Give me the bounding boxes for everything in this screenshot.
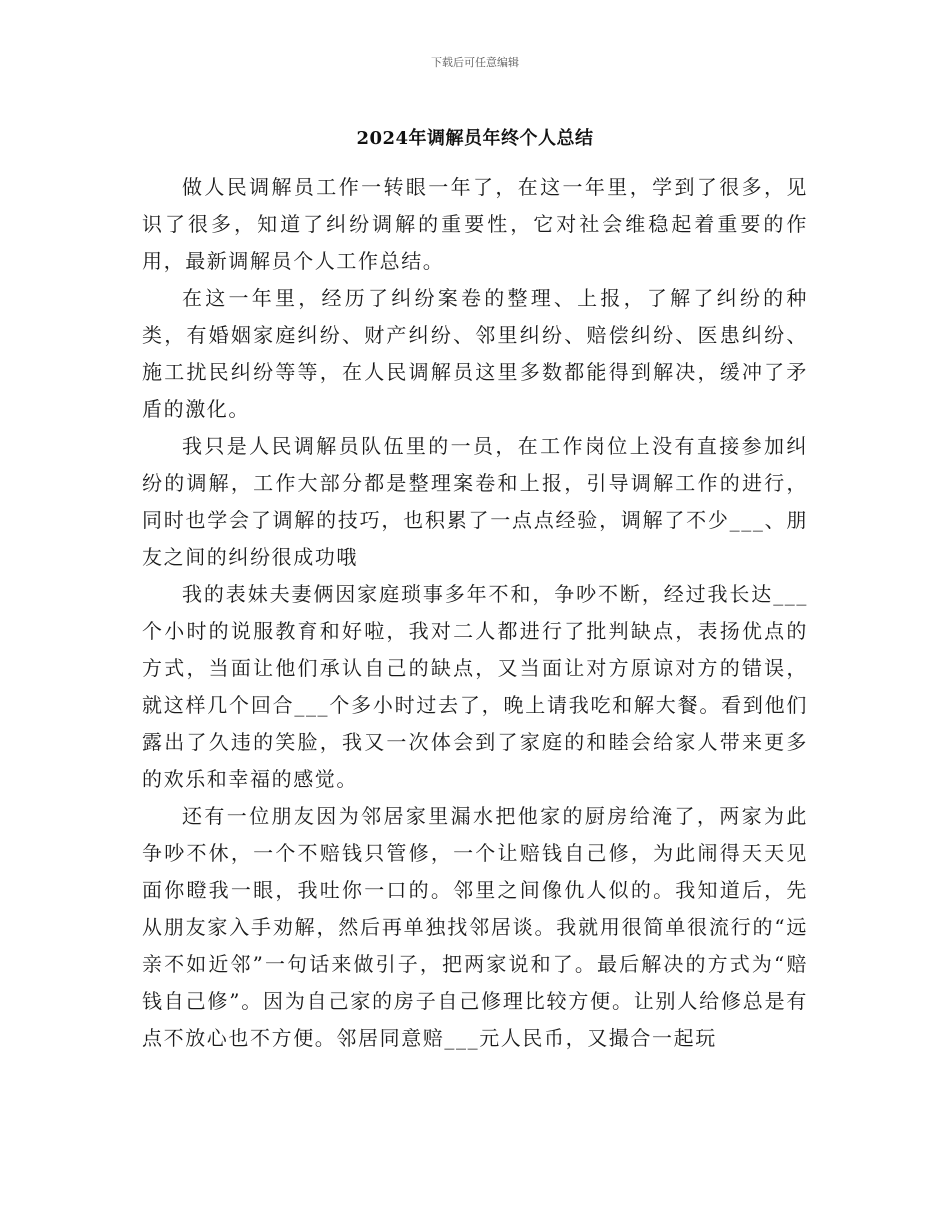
paragraph-4: 我的表妹夫妻俩因家庭琐事多年不和，争吵不断，经过我长达___个小时的说服教育和好啦，我对二人都进行了批判缺点，表扬优点的方式，当面让他们承认自己的缺点，又当面让对方原谅对方的错误，就这样几个回合___个多小时过去了，晚上请我吃和解大餐。看到他们露出了久违的笑脸，我又一次体会到了家庭的和睦会给家人带来更多的欢乐和幸福的感觉。	[142, 582, 808, 791]
paragraph-5: 还有一位朋友因为邻居家里漏水把他家的厨房给淹了，两家为此争吵不休，一个不赔钱只管修，一个让赔钱自己修，为此闹得天天见面你瞪我一眼，我吐你一口的。邻里之间像仇人似的。我知道后，先从朋友家入手劝解，然后再单独找邻居谈。我就用很简单很流行的“远亲不如近邻”一句话来做引子，把两家说和了。最后解决的方式为“赔钱自己修”。因为自己家的房子自己修理比较方便。让别人给修总是有点不放心也不方便。邻居同意赔___元人民币，又撮合一起玩	[142, 804, 808, 1050]
paragraph-1: 做人民调解员工作一转眼一年了，在这一年里，学到了很多，见识了很多，知道了纠纷调解的重要性，它对社会维稳起着重要的作用，最新调解员个人工作总结。	[142, 175, 808, 273]
paragraph-3: 我只是人民调解员队伍里的一员，在工作岗位上没有直接参加纠纷的调解，工作大部分都是整理案卷和上报，引导调解工作的进行，同时也学会了调解的技巧，也积累了一点点经验，调解了不少___、朋友之间的纠纷很成功哦	[142, 434, 808, 569]
document-body	[142, 169, 808, 1057]
document-title: 2024年调解员年终个人总结	[356, 128, 594, 149]
paragraph-2: 在这一年里，经历了纠纷案卷的整理、上报，了解了纠纷的种类，有婚姻家庭纠纷、财产纠纷、邻里纠纷、赔偿纠纷、医患纠纷、施工扰民纠纷等等，在人民调解员这里多数都能得到解决，缓冲了矛盾的激化。	[142, 286, 808, 421]
header-note: 下载后可任意编辑	[431, 56, 519, 69]
